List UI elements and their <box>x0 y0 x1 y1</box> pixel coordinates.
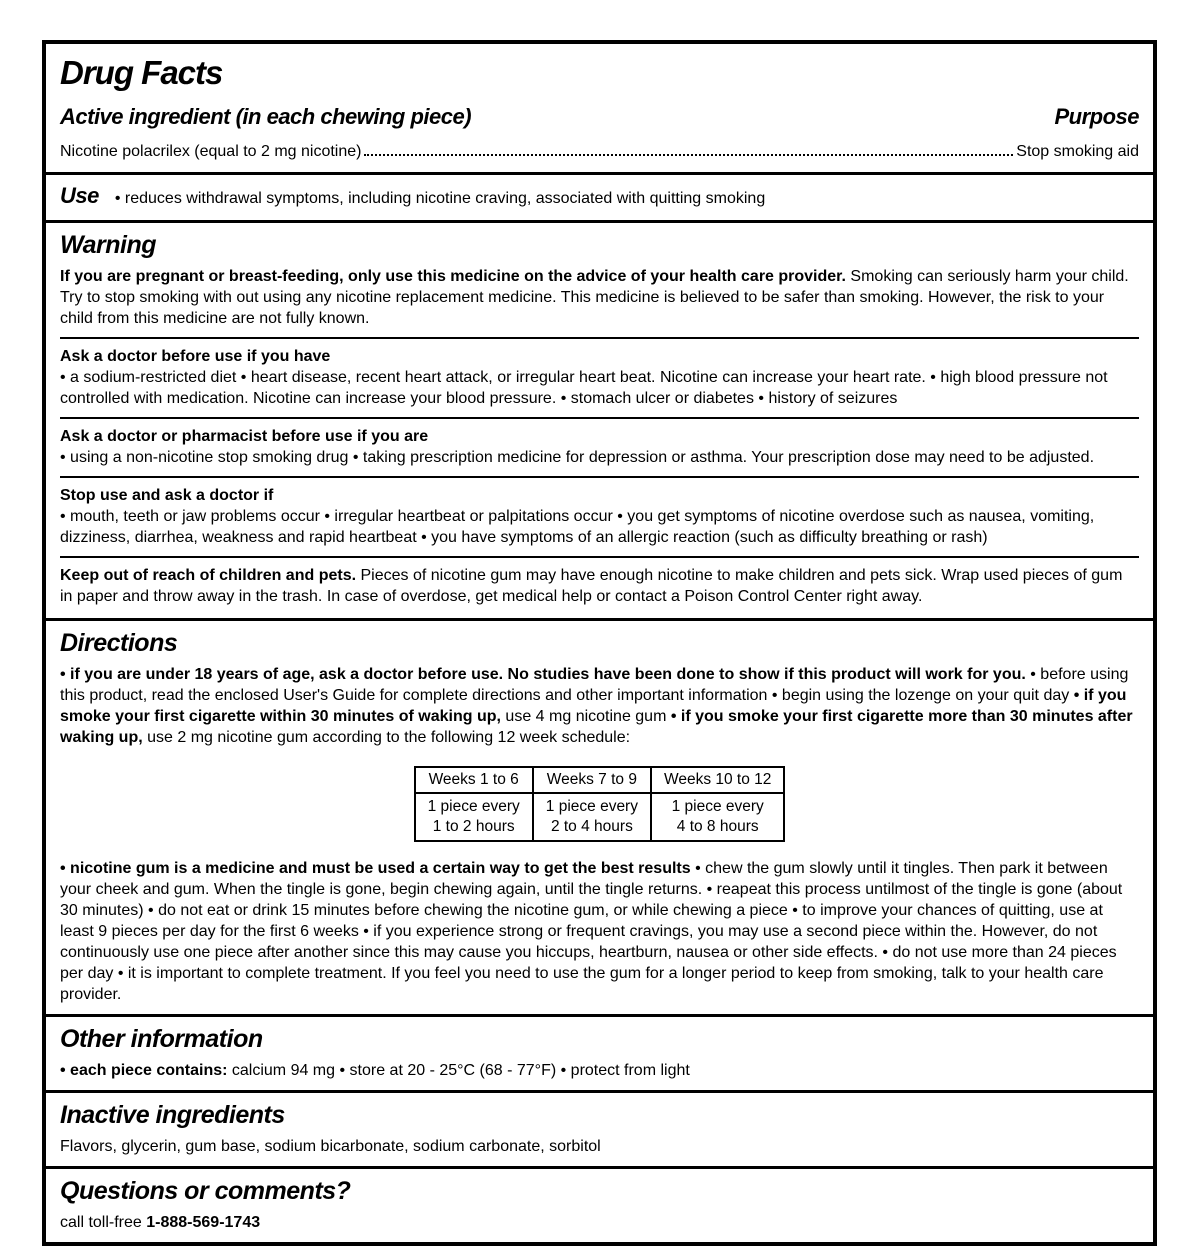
header-section <box>46 44 1153 172</box>
use-row <box>60 181 1139 211</box>
ingredient-name: Nicotine polacrilex (equal to 2 mg nicotine) <box>60 143 362 160</box>
stop-use-block <box>60 485 1139 548</box>
other-information-rest: calcium 94 mg • store at 20 - 25°C (68 - 77°F) • protect from light <box>227 1062 690 1079</box>
purpose-heading: Purpose <box>1054 104 1139 129</box>
directions-paragraph-2 <box>60 858 1139 1005</box>
directions-p1-bold-2: • if you smoke your first cigarette within 30 minutes of waking up, <box>60 687 1127 725</box>
table-cell-line1: 1 piece every <box>427 798 520 815</box>
other-information-text <box>60 1060 1139 1081</box>
table-header-row <box>415 767 785 793</box>
warning-divider-2 <box>60 417 1139 419</box>
directions-p1-regular-1: • before using this product, read the enclosed User's Guide for complete directions and other important information • begin using the lozenge on your quit day <box>60 666 1129 704</box>
warning-pregnancy-rest: Smoking can seriously harm your child. Try to stop smoking with out using any nicotine replacement medicine. This medicine is believed to be safer than smoking. However, the risk to your child from this medicine are not fully known. <box>60 268 1129 327</box>
table-cell-line1: 1 piece every <box>545 798 638 815</box>
keep-out-paragraph <box>60 565 1139 607</box>
inactive-ingredients-section <box>46 1090 1153 1166</box>
keep-out-rest: Pieces of nicotine gum may have enough nicotine to make children and pets sick. Wrap used pieces of gum in paper and throw away in the trash. In case of overdose, get medical help or contact a Poison Control Center right away. <box>60 567 1123 605</box>
table-cell-line2: 4 to 8 hours <box>676 818 759 835</box>
drug-facts-title: Drug Facts <box>60 54 223 91</box>
directions-p1-bold-1: • if you are under 18 years of age, ask a doctor before use. No studies have been done to show if this product will work for you. <box>60 666 1026 683</box>
table-cell-weeks-7-9 <box>533 793 651 841</box>
questions-heading: Questions or comments? <box>60 1177 351 1205</box>
ask-doctor-pharmacist-block <box>60 426 1139 468</box>
table-header-weeks-1-6: Weeks 1 to 6 <box>415 767 533 793</box>
warning-divider-1 <box>60 337 1139 339</box>
questions-section <box>46 1166 1153 1242</box>
table-cell-line1: 1 piece every <box>671 798 764 815</box>
dosing-schedule-table <box>414 766 786 842</box>
warning-pregnancy-bold: If you are pregnant or breast-feeding, only use this medicine on the advice of your health care provider. <box>60 268 846 285</box>
directions-section <box>46 618 1153 1014</box>
directions-heading: Directions <box>60 629 178 657</box>
use-section <box>46 172 1153 220</box>
active-ingredient-heading: Active ingredient (in each chewing piece) <box>60 104 472 129</box>
other-information-bold: • each piece contains: <box>60 1062 228 1079</box>
directions-p1-regular-3: use 2 mg nicotine gum according to the following 12 week schedule: <box>142 729 631 746</box>
other-information-section <box>46 1014 1153 1090</box>
warning-section <box>46 220 1153 618</box>
warning-pregnancy-paragraph <box>60 266 1139 329</box>
directions-p2-regular-1: • chew the gum slowly until it tingles. Then park it between your cheek and gum. When the tingle is gone, begin chewing again, until the tingle returns. • reapeat this process untilmost of the tingle is gone (about 30 minutes) • do not eat or drink 15 minutes before chewing the nicotine gum, or while chewing a piece • to improve your chances of quitting, use at least 9 pieces per day for the first 6 weeks • if you experience strong or frequent cravings, you may use a second piece within the. However, do not continuously use one piece after another since this may cause you hiccups, heartburn, nausea or other side effects. • do not use more than 24 pieces per day • it is important to complete treatment. If you feel you need to use the gum for a longer period to keep from smoking, talk to your health care provider. <box>60 860 1123 1003</box>
directions-p1-regular-2: use 4 mg nicotine gum <box>500 708 671 725</box>
other-information-heading: Other information <box>60 1025 263 1053</box>
purpose-value: Stop smoking aid <box>1016 143 1139 160</box>
phone-number: 1-888-569-1743 <box>146 1214 261 1231</box>
ask-doctor-pharmacist-text: • using a non-nicotine stop smoking drug • taking prescription medicine for depression or asthma. Your prescription dose may need to be adjusted. <box>60 449 1095 466</box>
stop-use-text: • mouth, teeth or jaw problems occur • irregular heartbeat or palpitations occur • you get symptoms of nicotine overdose such as nausea, vomiting, dizziness, diarrhea, weakness and rapid heartbeat • you have symptoms of an allergic reaction (such as difficulty breathing or rash) <box>60 508 1095 546</box>
warning-heading: Warning <box>60 231 157 259</box>
directions-paragraph-1 <box>60 664 1139 748</box>
table-body-row <box>415 793 785 841</box>
table-cell-weeks-10-12 <box>651 793 784 841</box>
ask-doctor-block <box>60 346 1139 409</box>
directions-p2-bold-1: • nicotine gum is a medicine and must be used a certain way to get the best results <box>60 860 691 877</box>
warning-divider-3 <box>60 476 1139 478</box>
call-toll-free-text: call toll-free <box>60 1214 147 1231</box>
stop-use-heading: Stop use and ask a doctor if <box>60 487 274 504</box>
keep-out-bold: Keep out of reach of children and pets. <box>60 567 357 584</box>
inactive-ingredients-text: Flavors, glycerin, gum base, sodium bicarbonate, sodium carbonate, sorbitol <box>60 1138 601 1155</box>
questions-text <box>60 1212 1139 1233</box>
warning-divider-4 <box>60 556 1139 558</box>
use-heading: Use <box>60 183 99 208</box>
active-ingredient-header-row <box>60 104 1139 130</box>
use-text: • reduces withdrawal symptoms, including nicotine craving, associated with quitting smoking <box>114 190 766 207</box>
ask-doctor-pharmacist-heading: Ask a doctor or pharmacist before use if you are <box>60 428 429 445</box>
directions-p1-bold-3: • if you smoke your first cigarette more than 30 minutes after waking up, <box>60 708 1133 746</box>
table-cell-line2: 1 to 2 hours <box>432 818 515 835</box>
table-header-weeks-7-9: Weeks 7 to 9 <box>533 767 651 793</box>
dotted-leader <box>364 154 1013 156</box>
ingredient-row <box>60 142 1139 162</box>
drug-facts-label <box>42 40 1157 1246</box>
table-cell-weeks-1-6 <box>415 793 533 841</box>
ask-doctor-text: • a sodium-restricted diet • heart disease, recent heart attack, or irregular heart beat. Nicotine can increase your heart rate. • high blood pressure not controlled with medication. Nicotine can increase your blood pressure. • stomach ulcer or diabetes • history of seizures <box>60 369 1108 407</box>
table-header-weeks-10-12: Weeks 10 to 12 <box>651 767 784 793</box>
ask-doctor-heading: Ask a doctor before use if you have <box>60 348 331 365</box>
inactive-ingredients-heading: Inactive ingredients <box>60 1101 285 1129</box>
table-cell-line2: 2 to 4 hours <box>550 818 633 835</box>
